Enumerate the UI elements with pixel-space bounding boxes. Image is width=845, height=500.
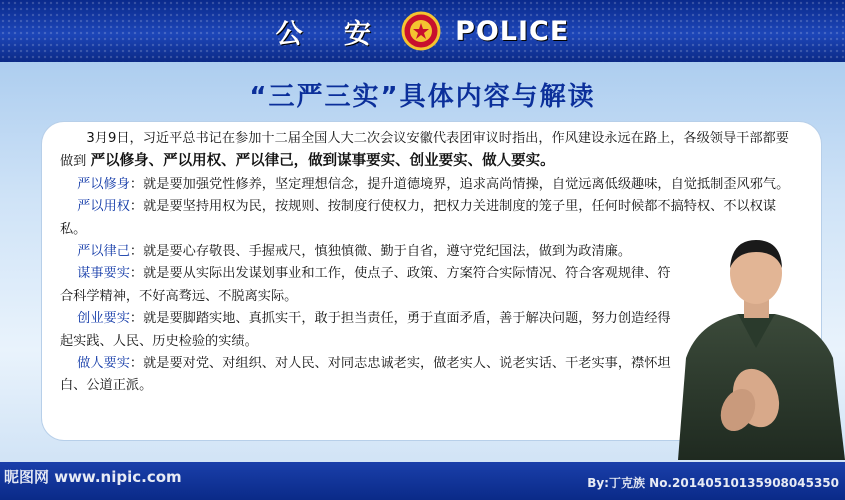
item-text: ：就是要坚持用权为民，按规则、按制度行使权力，把权力关进制度的笼子里，任何时候都不搞特权、不以权谋私。 bbox=[60, 199, 777, 237]
watermark-left: 昵图网 www.nipic.com bbox=[4, 468, 182, 486]
item-term: 严以用权 bbox=[77, 199, 130, 215]
item-paragraph bbox=[60, 174, 800, 196]
item-term: 做人要实 bbox=[77, 356, 130, 372]
header-bar bbox=[0, 0, 845, 62]
police-emblem-icon bbox=[401, 11, 441, 51]
item-text: ：就是要对党、对组织、对人民、对同志忠诚老实，做老实人、说老实话、干老实事，襟怀坦白、公道正派。 bbox=[60, 356, 671, 394]
header-title-cn: 公 安 bbox=[275, 18, 388, 50]
intro-paragraph bbox=[60, 128, 800, 174]
item-term: 严以修身 bbox=[77, 176, 130, 192]
item-text: ：就是要脚踏实地、真抓实干，敢于担当责任，勇于直面矛盾，善于解决问题，努力创造经得起实践、人民、历史检验的实绩。 bbox=[60, 311, 671, 349]
item-term: 严以律己 bbox=[77, 244, 130, 260]
watermark-right: By:丁克族 No.20140510135908045350 bbox=[587, 476, 839, 490]
intro-emphasis: 严以修身、严以用权、严以律己，做到谋事要实、创业要实、做人要实。 bbox=[90, 153, 555, 170]
item-text: ：就是要从实际出发谋划事业和工作，使点子、政策、方案符合实际情况、符合客观规律、符合科学精神，不好高骛远、不脱离实际。 bbox=[60, 266, 671, 304]
item-text: ：就是要加强党性修养，坚定理想信念，提升道德境界，追求高尚情操，自觉远离低级趣味，自觉抵制歪风邪气。 bbox=[129, 176, 790, 192]
intro-text: 3月9日，习近平总书记在参加十二届全国人大二次会议安徽代表团审议时指出，作风建设永远在路上，各级领导干部都要做到 bbox=[60, 131, 789, 170]
item-term: 谋事要实 bbox=[77, 266, 130, 282]
page-title: “三严三实”具体内容与解读 bbox=[249, 82, 596, 112]
item-term: 创业要实 bbox=[77, 311, 130, 327]
item-text: ：就是要心存敬畏、手握戒尺，慎独慎微、勤于自省，遵守党纪国法，做到为政清廉。 bbox=[129, 244, 632, 260]
header-title bbox=[0, 11, 845, 51]
header-title-en: POLICE bbox=[455, 15, 570, 47]
portrait-image bbox=[668, 228, 845, 460]
